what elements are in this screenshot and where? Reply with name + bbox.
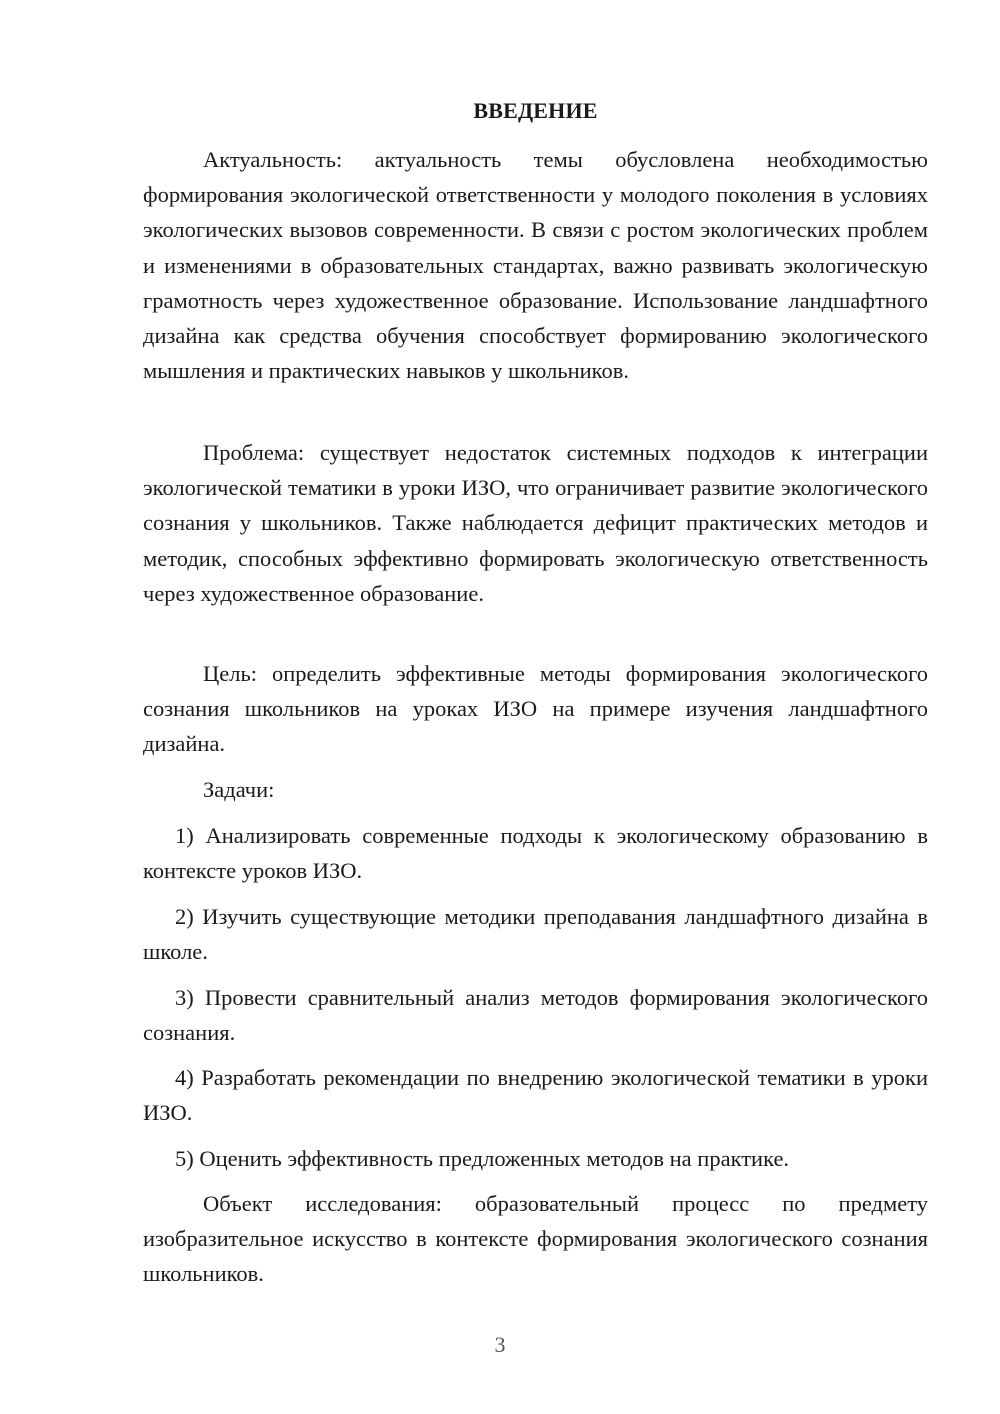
problem-paragraph: Проблема: существует недостаток системных подходов к интеграции экологической тематики в уроки ИЗО, что ограничивает развитие экологического сознания у школьников. Также наблюдается дефицит практических методов и методик, способных эффективно формировать экологическую ответственность через художественное образование.: [143, 440, 928, 606]
page-title: ВВЕДЕНИЕ: [473, 98, 598, 123]
page-number: 3: [494, 1332, 506, 1357]
goal-paragraph: Цель: определить эффективные методы формирования экологического сознания школьников на уроках ИЗО на примере изучения ландшафтного дизайна.: [143, 661, 928, 757]
task-item-4: 4) Разработать рекомендации по внедрению экологической тематики в уроки ИЗО.: [143, 1065, 928, 1126]
task-item-2: 2) Изучить существующие методики преподавания ландшафтного дизайна в школе.: [143, 904, 928, 965]
relevance-paragraph: Актуальность: актуальность темы обусловлена необходимостью формирования экологической ответственности у молодого поколения в условиях экологических вызовов современности. В связи с ростом экологических проблем и изменениями в образовательных стандартах, важно развивать экологическую грамотность через художественное образование. Использование ландшафтного дизайна как средства обучения способствует формированию экологического мышления и практических навыков у школьников.: [143, 147, 928, 384]
object-paragraph: Объект исследования: образовательный процесс по предмету изобразительное искусство в контексте формирования экологического сознания школьников.: [143, 1191, 928, 1287]
task-item-3: 3) Провести сравнительный анализ методов формирования экологического сознания.: [143, 985, 928, 1046]
task-item-1: 1) Анализировать современные подходы к экологическому образованию в контексте уроков ИЗО.: [143, 823, 928, 884]
task-item-5: 5) Оценить эффективность предложенных методов на практике.: [175, 1146, 790, 1171]
tasks-heading: Задачи:: [203, 777, 275, 802]
